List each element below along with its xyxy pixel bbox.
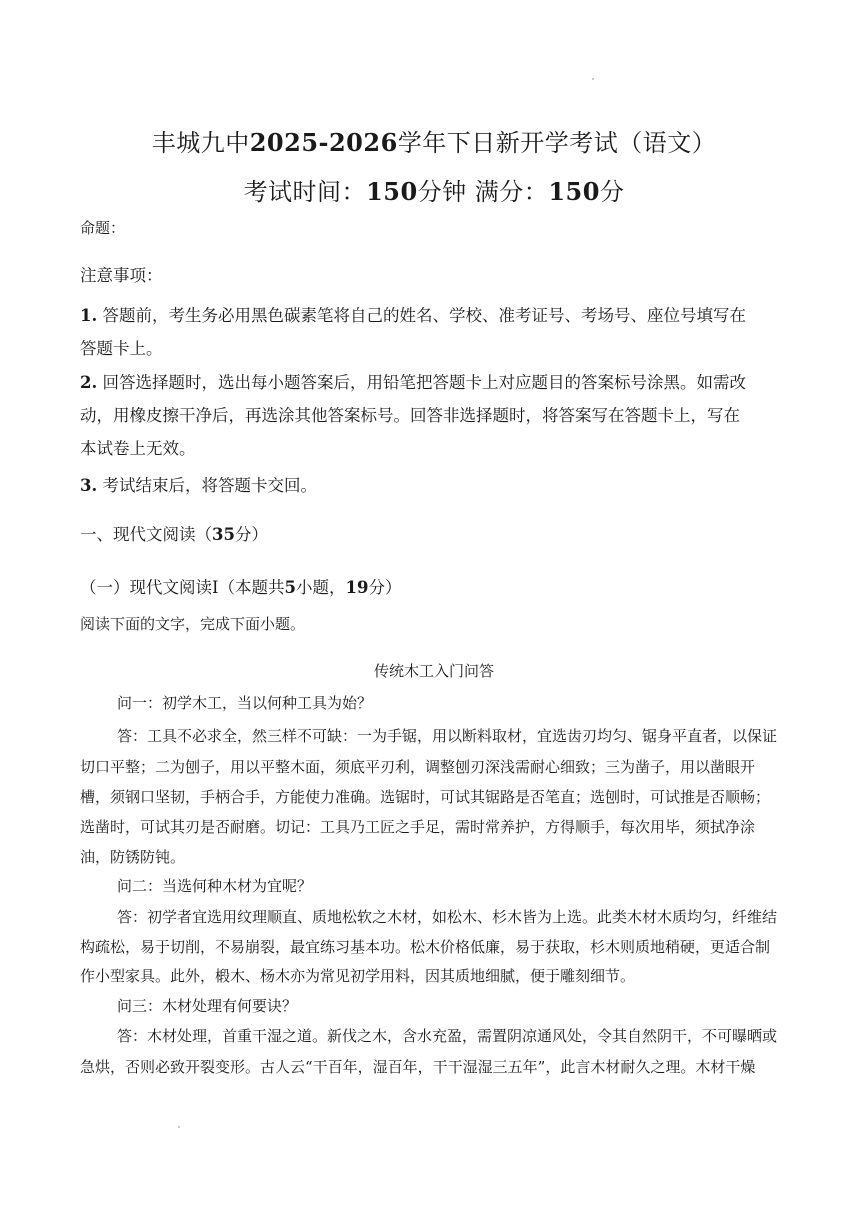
- article-line: 问三：木材处理有何要诀？: [117, 997, 298, 1015]
- notice-item-2: 2. 回答选择题时，选出每小题答案后，用铅笔把答题卡上对应题目的答案标号涂黑。如需改: [80, 373, 746, 392]
- scan-speck: [178, 1126, 180, 1128]
- notice-item-2-cont: 动，用橡皮擦干净后，再选涂其他答案标号。回答非选择题时，将答案写在答题卡上，写在: [80, 406, 740, 425]
- article-line: 槽，须钢口坚韧，手柄合手，方能使力准确。选锯时，可试其锯路是否笔直；选刨时，可试推是否顺畅；: [80, 788, 771, 806]
- article-line: 切口平整；二为刨子，用以平整木面，须底平刃利，调整刨刃深浅需耐心细致；三为凿子，用以凿眼开: [80, 758, 756, 776]
- article-line: 答：工具不必求全，然三样不可缺：一为手锯，用以断料取材，宜选齿刃均匀、锯身平直者，以保证: [117, 727, 778, 745]
- article-line: 构疏松，易于切削，不易崩裂，最宜练习基本功。松木价格低廉，易于获取，杉木则质地稍硬，更适合制: [80, 938, 771, 956]
- article-line: 油，防锈防钝。: [80, 848, 186, 866]
- article-line: 问二：当选何种木材为宜呢？: [117, 877, 313, 895]
- notice-item-3: 3. 考试结束后，将答题卡交回。: [80, 476, 317, 495]
- subsection-heading: （一）现代文阅读Ⅰ（本题共5小题，19分）: [80, 578, 402, 597]
- notice-heading: 注意事项：: [80, 266, 163, 285]
- exam-time-score: 考试时间：150分钟 满分：150分: [243, 177, 625, 206]
- article-line: 问一：初学木工，当以何种工具为始？: [117, 694, 373, 712]
- proposer-label: 命题：: [80, 219, 126, 237]
- article-line: 选凿时，可试其刃是否耐磨。切记：工具乃工匠之手足，需时常养护，方得顺手，每次用毕，须拭净涂: [80, 818, 756, 836]
- notice-item-2-cont: 本试卷上无效。: [80, 439, 196, 458]
- section-heading: 一、现代文阅读（35分）: [80, 525, 268, 544]
- article-line: 急烘，否则必致开裂变形。古人云“干百年，湿百年，干干湿湿三五年”，此言木材耐久之理。木材干燥: [80, 1058, 756, 1076]
- scan-speck: [592, 78, 594, 80]
- exam-title: 丰城九中2025-2026学年下日新开学考试（语文）: [151, 128, 717, 157]
- notice-item-1-cont: 答题卡上。: [80, 339, 163, 358]
- article-title: 传统木工入门问答: [373, 662, 494, 680]
- reading-instruction: 阅读下面的文字，完成下面小题。: [80, 615, 306, 633]
- notice-item-1: 1. 答题前，考生务必用黑色碳素笔将自己的姓名、学校、准考证号、考场号、座位号填写在: [80, 306, 746, 325]
- article-line: 答：木材处理，首重干湿之道。新伐之木，含水充盈，需置阴凉通风处，令其自然阴干，不可曝晒或: [117, 1027, 778, 1045]
- article-line: 答：初学者宜选用纹理顺直、质地松软之木材，如松木、杉木皆为上选。此类木材木质均匀，纤维结: [117, 908, 778, 926]
- article-line: 作小型家具。此外，椴木、杨木亦为常见初学用料，因其质地细腻，便于雕刻细节。: [80, 967, 636, 985]
